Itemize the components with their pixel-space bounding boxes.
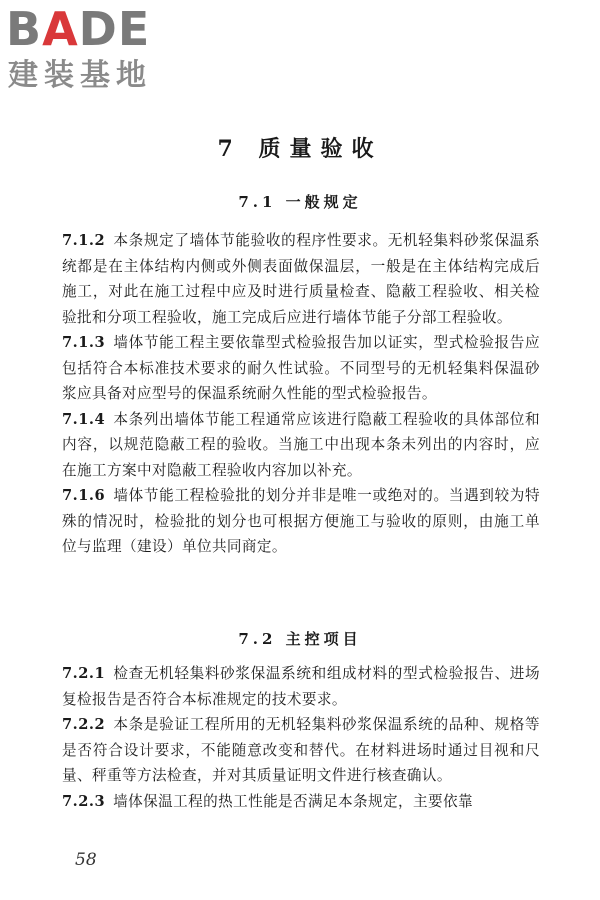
clause-number: 7.1.2 [62, 232, 106, 249]
clause-paragraph [62, 330, 540, 407]
section-title: 7.1 一般规定 [238, 193, 362, 211]
clause-text: 墙体节能工程检验批的划分并非是唯一或绝对的。当遇到较为特殊的情况时，检验批的划分也可根据方便施工与验收的原则，由施工单位与监理（建设）单位共同商定。 [62, 487, 540, 555]
clause-number: 7.2.2 [62, 716, 106, 733]
clause-paragraph [62, 483, 540, 560]
clause-number: 7.2.1 [62, 665, 106, 682]
logo-subtitle: 建装基地 [8, 58, 152, 93]
clause-number: 7.1.4 [62, 410, 106, 428]
clause-text: 检查无机轻集料砂浆保温系统和组成材料的型式检验报告、进场复检报告是否符合本标准规定的技术要求。 [62, 665, 540, 708]
bade-logo [6, 4, 176, 96]
clause-number: 7.1.3 [62, 334, 106, 351]
clause-paragraph [62, 789, 540, 815]
clause-paragraph [62, 712, 540, 789]
clause-paragraph [62, 661, 540, 712]
clause-text: 本条列出墙体节能工程通常应该进行隐蔽工程验收的具体部位和内容，以规范隐蔽工程的验收。当施工中出现本条未列出的内容时，应在施工方案中对隐蔽工程验收内容加以补充。 [62, 410, 540, 479]
clause-text: 本条是验证工程所用的无机轻集料砂浆保温系统的品种、规格等是否符合设计要求，不能随意改变和替代。在材料进场时通过目视和尺量、秤重等方法检查，并对其质量证明文件进行核查确认。 [62, 716, 540, 784]
logo-brand: BADE [6, 2, 151, 56]
clause-paragraph [62, 407, 540, 484]
clause-text: 本条规定了墙体节能验收的程序性要求。无机轻集料砂浆保温系统都是在主体结构内侧或外侧表面做保温层，一般是在主体结构完成后施工，对此在施工过程中应及时进行质量检查、隐蔽工程验收、相关检验批和分项工程验收，施工完成后应进行墙体节能子分部工程验收。 [62, 232, 540, 326]
clause-number: 7.2.3 [62, 792, 106, 810]
clause-text: 墙体保温工程的热工性能是否满足本条规定，主要依靠 [113, 792, 473, 810]
chapter-title: 7 质量验收 [217, 136, 383, 162]
clause-text: 墙体节能工程主要依靠型式检验报告加以证实，型式检验报告应包括符合本标准技术要求的耐久性试验。不同型号的无机轻集料保温砂浆应具备对应型号的保温系统耐久性能的型式检验报告。 [62, 334, 540, 402]
clause-paragraph [62, 228, 540, 330]
section-title: 7.2 主控项目 [238, 630, 362, 648]
clause-number: 7.1.6 [62, 487, 106, 504]
section-body [62, 661, 540, 814]
section-body [62, 228, 540, 560]
page-number: 58 [75, 850, 97, 870]
